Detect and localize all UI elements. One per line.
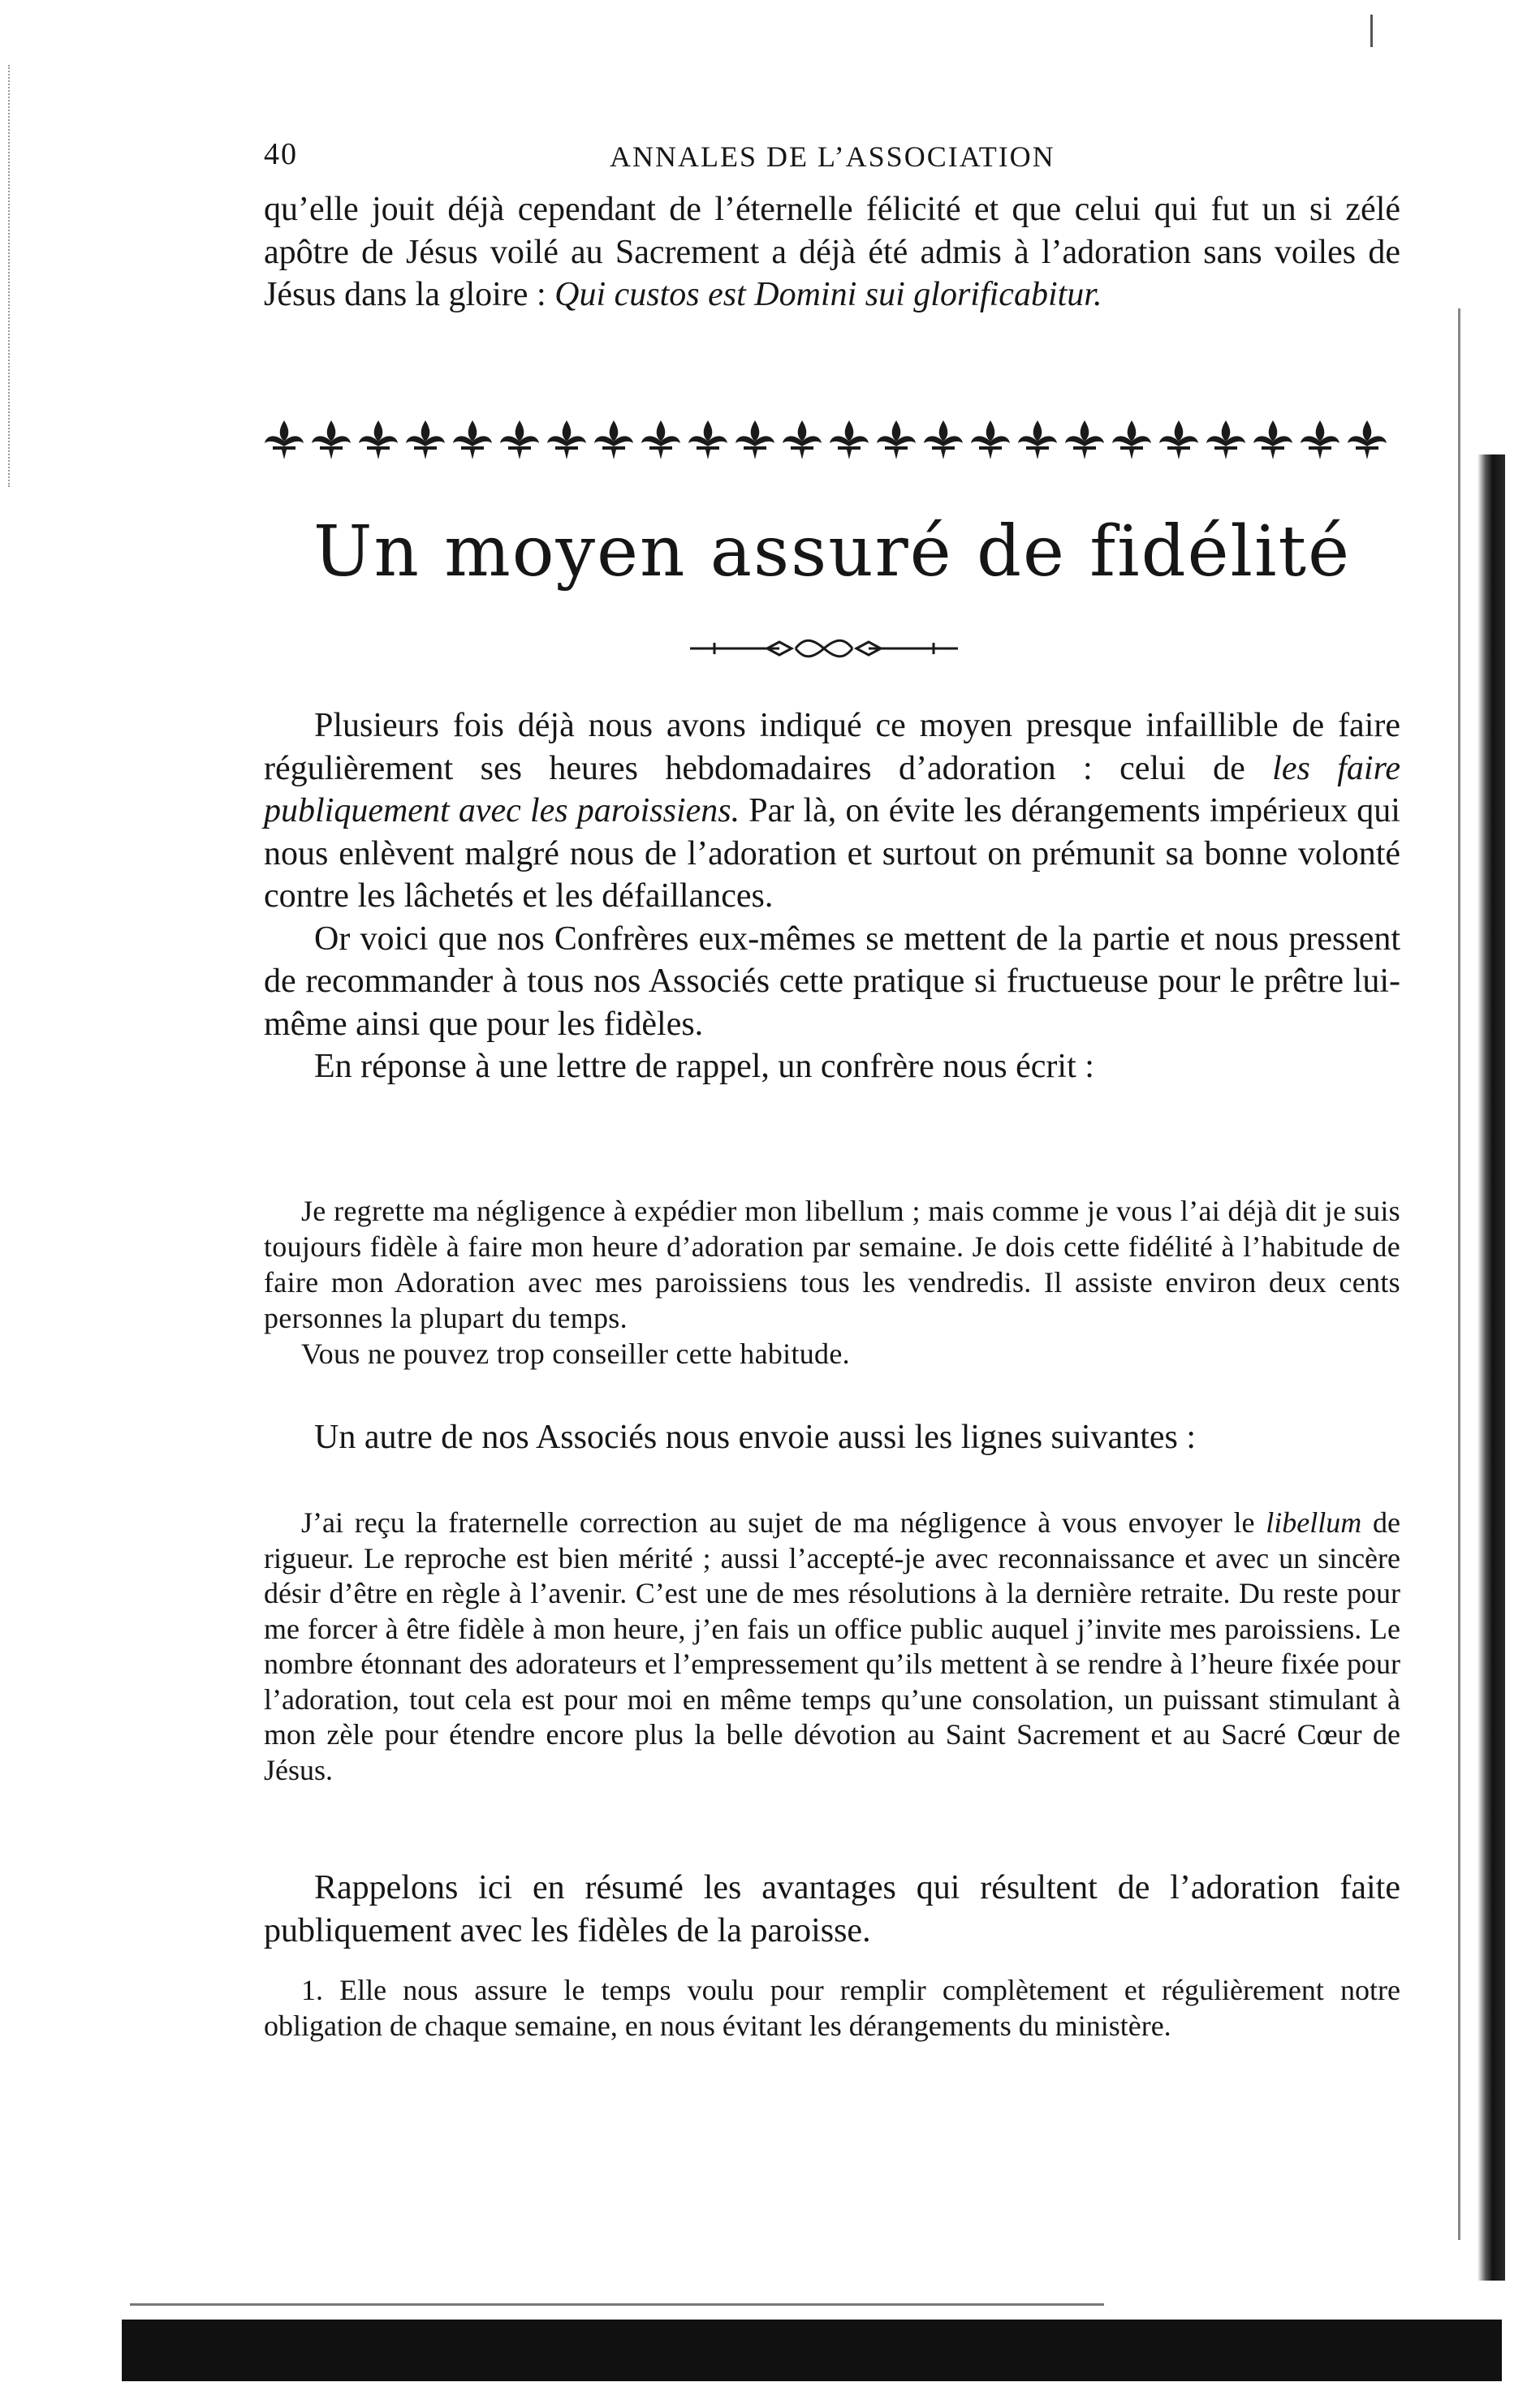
scan-top-mark bbox=[1370, 15, 1373, 47]
quote1-paragraph-2: Vous ne pouvez trop conseiller cette habitude. bbox=[301, 1338, 850, 1370]
body3-paragraph: Rappelons ici en résumé les avantages qui résultent de l’adoration faite publiquement avec les fidèles de la paroisse. bbox=[264, 1869, 1400, 1949]
scan-edge-line bbox=[1458, 308, 1460, 2240]
body-p1-start: Plusieurs fois déjà nous avons indiqué ce moyen presque infaillible de faire régulièrement ses heures hebdomadaires d’adoration : celui de bbox=[264, 707, 1400, 787]
latin-quote: Qui custos est Domini sui glorificabitur. bbox=[554, 276, 1102, 313]
scan-bottom-shadow bbox=[122, 2320, 1502, 2381]
intro-text: qu’elle jouit déjà cependant de l’éternelle félicité et que celui qui fut un si zélé apôtre de Jésus voilé au Sacrement a déjà été admis à l’adoration sans voiles de Jésus dans la gloire : bbox=[264, 191, 1400, 313]
intro-paragraph bbox=[264, 188, 1400, 317]
third-body bbox=[264, 1867, 1400, 1952]
scan-margin-marks bbox=[8, 65, 42, 487]
body-p1-end: Par là, on évite les dérangements impérieux qui nous enlèvent malgré nous de l’adoration et surtout on prémunit sa bonne volonté contre les lâchetés et les défaillances. bbox=[264, 792, 1400, 915]
running-title: ANNALES DE L’ASSOCIATION bbox=[610, 140, 1055, 173]
title-ornament bbox=[690, 635, 958, 662]
body-p1-emphasis: les faire publiquement avec les paroissiens. bbox=[264, 749, 1400, 829]
quote1-paragraph-1: Je regrette ma négligence à expédier mon libellum ; mais comme je vous l’ai déjà dit je suis toujours fidèle à faire mon heure d’adoration par semaine. Je dois cette fidélité à l’habitude de faire mon Adoration avec mes paroissiens tous les vendredis. Il assiste environ deux cents personnes la plupart du temps. bbox=[264, 1195, 1400, 1334]
body-paragraph-2: Or voici que nos Confrères eux-mêmes se mettent de la partie et nous pressent de recommander à tous nos Associés cette pratique si fructueuse pour le prêtre lui-même ainsi que pour les fidèles. bbox=[264, 920, 1400, 1043]
quote2-end: de rigueur. Le reproche est bien mérité ; aussi l’accepté-je avec reconnaissance et avec un sincère désir d’être en règle à l’avenir. C’est une de mes résolutions à la dernière retraite. Du reste pour me forcer à être fidèle à mon heure, j’en fais un office public auquel j’invite mes paroissiens. Le nombre étonnant des adorateurs et l’empressement qu’ils mettent à se rendre à l’heure fixée pour l’adoration, tout cela est pour moi en même temps qu’une consolation, un puissant stimulant à mon zèle pour étendre encore plus la belle dévotion au Saint Sacrement et au Sacré Cœur de Jésus. bbox=[264, 1506, 1400, 1786]
fleuron-divider bbox=[264, 414, 1400, 463]
letter-quote-1 bbox=[264, 1193, 1400, 1372]
page-number: 40 bbox=[264, 137, 298, 171]
body-paragraph-1 bbox=[264, 704, 1400, 918]
second-body bbox=[264, 1416, 1400, 1459]
main-body bbox=[264, 704, 1400, 1088]
article-title: Un moyen assuré de fidélité bbox=[313, 511, 1352, 592]
body2-paragraph: Un autre de nos Associés nous envoie aussi les lignes suivantes : bbox=[314, 1419, 1197, 1456]
letter-quote-2 bbox=[264, 1506, 1400, 1788]
quote2-start: J’ai reçu la fraternelle correction au sujet de ma négligence à vous envoyer le bbox=[301, 1506, 1266, 1539]
quote2-paragraph bbox=[264, 1506, 1400, 1788]
advantages-list bbox=[264, 1972, 1400, 2044]
body-paragraph-3: En réponse à une lettre de rappel, un confrère nous écrit : bbox=[314, 1048, 1094, 1085]
quote2-emphasis: libellum bbox=[1266, 1506, 1362, 1539]
list-item: 1. Elle nous assure le temps voulu pour remplir complètement et régulièrement notre obligation de chaque semaine, en nous évitant les dérangements du ministère. bbox=[264, 1974, 1400, 2042]
scan-bottom-line bbox=[130, 2303, 1104, 2306]
scan-edge-shadow bbox=[1477, 454, 1505, 2281]
